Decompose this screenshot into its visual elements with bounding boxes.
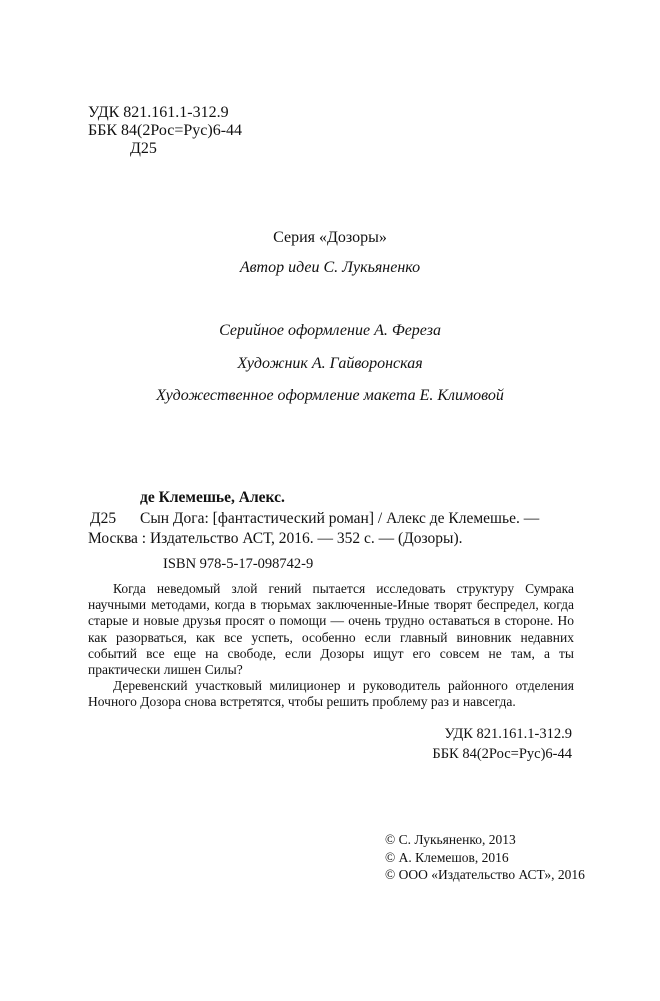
annotation-block <box>88 581 574 711</box>
series-title: Серия «Дозоры» <box>273 229 387 246</box>
series-idea-author: Автор идеи С. Лукьяненко <box>239 259 421 276</box>
copyright-line: © А. Клемешов, 2016 <box>385 849 509 865</box>
bbk-code: ББК 84(2Рос=Рус)6-44 <box>88 122 243 139</box>
series-design-credit: Серийное оформление А. Фереза <box>219 322 441 339</box>
catalog-author-heading: де Клемешье, Алекс. <box>140 489 285 506</box>
copyright-line: © С. Лукьяненко, 2013 <box>385 832 516 847</box>
layout-design-credit: Художественное оформление макета Е. Климовой <box>156 387 504 404</box>
author-sign-code: Д25 <box>130 140 157 157</box>
annotation-paragraph-2: Деревенский участковый милиционер и руководитель районного отделения Ночного Дозора снова встретятся, чтобы решить проблему раз и навсегда. <box>88 678 574 710</box>
top-bibliographic-codes <box>88 104 242 158</box>
copyright-line: © ООО «Издательство АСТ», 2016 <box>385 867 585 882</box>
bottom-bibliographic-codes <box>432 724 572 764</box>
artist-credit: Художник А. Гайворонская <box>237 355 423 372</box>
bbk-code-bottom: ББК 84(2Рос=Рус)6-44 <box>432 746 572 762</box>
catalog-description-line2: Москва : Издательство АСТ, 2016. — 352 с. — (Дозоры). <box>88 530 463 547</box>
catalog-index-code: Д25 <box>90 510 117 527</box>
copyright-block <box>385 831 585 884</box>
catalog-title-statement: Сын Дога: [фантастический роман] / Алекс де Клемешье. — <box>140 510 540 527</box>
udk-code: УДК 821.161.1-312.9 <box>88 104 229 121</box>
catalog-description-line1 <box>90 510 539 528</box>
udk-code-bottom: УДК 821.161.1-312.9 <box>444 726 572 742</box>
isbn: ISBN 978-5-17-098742-9 <box>163 556 314 572</box>
annotation-paragraph-1: Когда неведомый злой гений пытается исследовать структуру Сумрака научными методами, когда в тюрьмах заключенные-Иные творят беспредел, когда старые и новые друзья просят о помощи — очень трудно оставаться в стороне. Но как разорваться, как все успеть, особенно если главный виновник недавних событий все еще на свободе, если Дозоры ищут его совсем не там, а ты практически лишен Силы? <box>88 581 574 678</box>
